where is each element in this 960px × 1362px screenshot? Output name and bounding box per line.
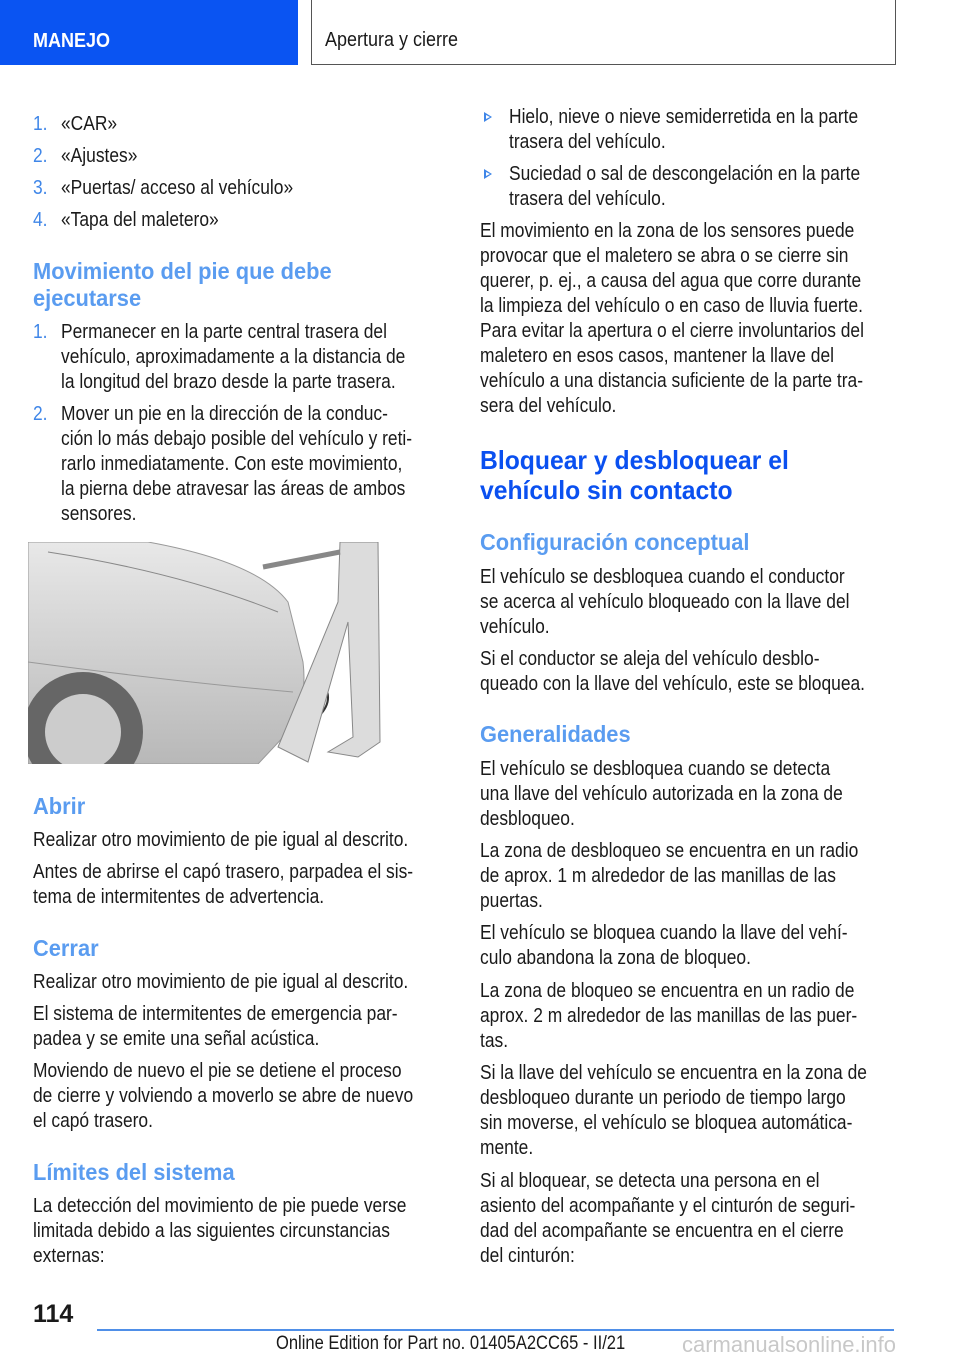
step-number: 3. [33,177,48,199]
section-title: MANEJO [33,30,111,52]
paragraph: El vehículo se bloquea cuando la llave del vehí‐ culo abandona la zona de bloqueo. [480,922,848,969]
bullet-item: Hielo, nieve o nieve semiderretida en la parte trasera del vehículo. [509,106,859,153]
paragraph: Si el conductor se aleja del vehículo desblo‐ queado con la llave del vehículo, este se bloquea. [480,648,866,695]
menu-step: «CAR» [61,113,118,135]
abrir-heading: Abrir [33,793,86,819]
limites-heading: Límites del sistema [33,1159,235,1185]
paragraph: La detección del movimiento de pie puede verse limitada debido a las siguientes circunstancias externas: [33,1195,407,1267]
step-number: 2. [33,403,48,425]
menu-step: «Ajustes» [61,145,138,167]
paragraph: El movimiento en la zona de los sensores puede provocar que el maletero se abra o se cierre sin querer, p. ej., a causa del agua que corre durante la limpieza del vehículo o en caso de lluvia fuerte. Para evitar la apertura o el cierre involuntarios del maletero en esos casos, mantener la llave del vehículo a una distancia suficiente de la parte tra‐ sera del vehículo. [480,220,864,417]
movement-heading: Movimiento del pie que debe ejecutarse [33,258,332,311]
movement-step: Permanecer en la parte central trasera del vehículo, aproximadamente a la distancia de la longitud del brazo desde la parte trasera. [61,321,406,393]
footer-divider [97,1329,894,1331]
paragraph: Si al bloquear, se detecta una persona en el asiento del acompañante y el cinturón de seguri‐ dad del acompañante se encuentra en el cierre del cinturón: [480,1170,856,1267]
paragraph: La zona de desbloqueo se encuentra en un radio de aprox. 1 m alrededor de las manillas de las puertas. [480,840,859,912]
paragraph: Realizar otro movimiento de pie igual al descrito. [33,971,409,993]
paragraph: El sistema de intermitentes de emergencia par‐ padea y se emite una señal acústica. [33,1003,398,1050]
step-number: 1. [33,113,48,135]
step-number: 4. [33,209,48,231]
bullet-item: Suciedad o sal de descongelación en la parte trasera del vehículo. [509,163,861,210]
bullet-triangle-icon [484,169,492,179]
chapter-box [311,0,896,65]
kick-sensor-illustration [28,542,384,764]
concept-heading: Configuración conceptual [480,529,750,555]
edition-note: Online Edition for Part no. 01405A2CC65 - II/21 [276,1333,626,1354]
watermark: carmanualsonline.info [682,1332,897,1357]
main-heading: Bloquear y desbloquear el vehículo sin contacto [480,445,789,505]
paragraph: La zona de bloqueo se encuentra en un radio de aprox. 2 m alrededor de las manillas de las puer‐ tas. [480,980,858,1052]
paragraph: Realizar otro movimiento de pie igual al descrito. [33,829,409,851]
paragraph: El vehículo se desbloquea cuando se detecta una llave del vehículo autorizada en la zona de desbloqueo. [480,758,843,830]
paragraph: Antes de abrirse el capó trasero, parpadea el sis‐ tema de intermitentes de advertencia. [33,861,414,908]
step-number: 2. [33,145,48,167]
cerrar-heading: Cerrar [33,935,99,961]
general-heading: Generalidades [480,721,631,747]
page-number: 114 [33,1300,74,1328]
menu-step: «Tapa del maletero» [61,209,219,231]
chapter-title: Apertura y cierre [325,29,459,51]
section-tab [0,0,298,65]
movement-step: Mover un pie en la dirección de la conduc‐ ción lo más debajo posible del vehículo y reti‐ rarlo inmediatamente. Con este movimiento, la pierna debe atravesar las áreas de ambos sensores. [61,403,413,525]
paragraph: Moviendo de nuevo el pie se detiene el proceso de cierre y volviendo a moverlo se abre de nuevo el capó trasero. [33,1060,414,1132]
paragraph: Si la llave del vehículo se encuentra en la zona de desbloqueo durante un periodo de tiempo largo sin moverse, el vehículo se bloquea automática‐ mente. [480,1062,867,1159]
bullet-triangle-icon [484,112,492,122]
menu-step: «Puertas/ acceso al vehículo» [61,177,294,199]
step-number: 1. [33,321,48,343]
paragraph: El vehículo se desbloquea cuando el conductor se acerca al vehículo bloqueado con la llave del vehículo. [480,566,850,638]
